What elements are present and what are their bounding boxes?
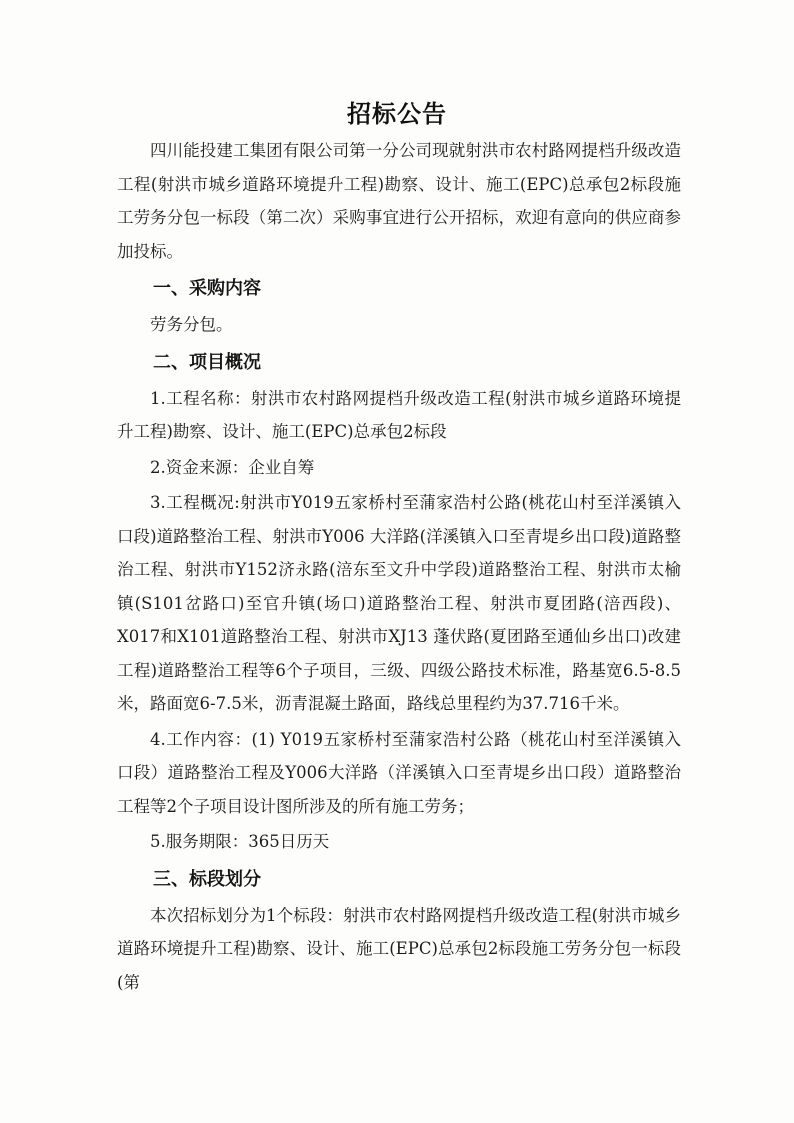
section-heading-procurement-content: 一、采购内容 bbox=[153, 278, 261, 299]
work-content-paragraph: 4.工作内容：(1) Y019五家桥村至蒲家浩村公路（桃花山村至洋溪镇入口段）道路整治工程及Y006大洋路（洋溪镇入口至青堤乡出口段）道路整治工程等2个子项目设计图所涉及的所有施工劳务； bbox=[117, 729, 681, 816]
funding-source-paragraph: 2.资金来源：企业自筹 bbox=[150, 457, 315, 477]
document-body bbox=[117, 134, 681, 999]
intro-paragraph: 四川能投建工集团有限公司第一分公司现就射洪市农村路网提档升级改造工程(射洪市城乡道路环境提升工程)勘察、设计、施工(EPC)总承包2标段施工劳务分包一标段（第二次）采购事宜进行公开招标，欢迎有意向的供应商参加投标。 bbox=[117, 141, 681, 261]
project-name-paragraph: 1.工程名称：射洪市农村路网提档升级改造工程(射洪市城乡道路环境提升工程)勘察、设计、施工(EPC)总承包2标段 bbox=[117, 388, 681, 441]
section-heading-project-overview: 二、项目概况 bbox=[153, 351, 261, 373]
project-summary-paragraph: 3.工程概况:射洪市Y019五家桥村至蒲家浩村公路(桃花山村至洋溪镇入口段)道路整治工程、射洪市Y006 大洋路(洋溪镇入口至青堤乡出口段)道路整治工程、射洪市Y152济永路(涪东至文升中学段)道路整治工程、射洪市太榆镇(S101岔路口)至官升镇(场口)道路整治工程、射洪市夏团路(涪西段)、X017和X101道路整治工程、射洪市XJ13 蓬伏路(夏团路至通仙乡出口)改建工程)道路整治工程等6个子项目，三级、四级公路技术标准，路基宽6.5-8.5米，路面宽6-7.5米，沥青混凝土路面，路线总里程约为37.716千米。 bbox=[117, 493, 681, 713]
procurement-content-paragraph: 劳务分包。 bbox=[150, 315, 233, 334]
section-heading-lot-division: 三、标段划分 bbox=[153, 868, 261, 890]
service-period-paragraph: 5.服务期限：365日历天 bbox=[150, 832, 330, 851]
page-title: 招标公告 bbox=[347, 100, 447, 128]
lot-division-paragraph: 本次招标划分为1个标段：射洪市农村路网提档升级改造工程(射洪市城乡道路环境提升工程)勘察、设计、施工(EPC)总承包2标段施工劳务分包一标段(第 bbox=[117, 905, 681, 992]
